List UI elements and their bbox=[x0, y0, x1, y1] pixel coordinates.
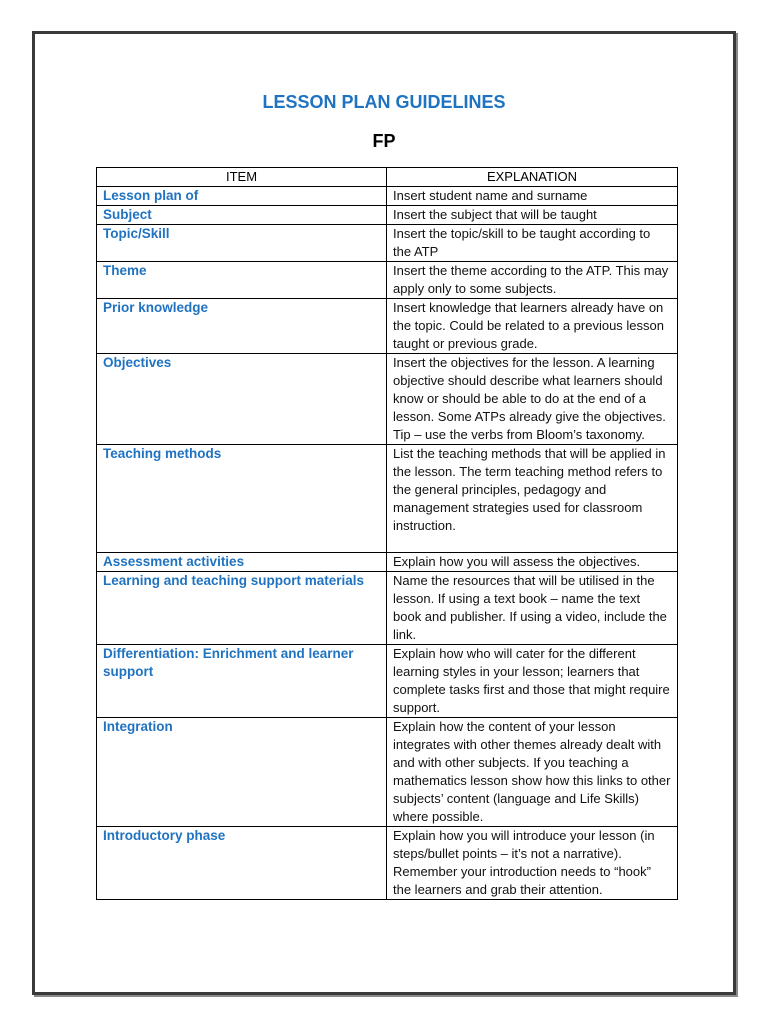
table-row bbox=[97, 645, 678, 718]
row-explanation: Explain how the content of your lesson integrates with other themes already dealt with and with other subjects. If you teaching a mathematics lesson show how this links to other subjects’ content (language and Life Skills) where possible. bbox=[387, 718, 678, 827]
row-explanation: Explain how you will assess the objectives. bbox=[387, 553, 678, 572]
row-explanation: Insert the subject that will be taught bbox=[387, 206, 678, 225]
row-item: Theme bbox=[97, 262, 387, 299]
table-header-row bbox=[97, 168, 678, 187]
row-item: Integration bbox=[97, 718, 387, 827]
row-explanation: Name the resources that will be utilised in the lesson. If using a text book – name the text book and publisher. If using a video, include the link. bbox=[387, 572, 678, 645]
table-row bbox=[97, 187, 678, 206]
table-row bbox=[97, 225, 678, 262]
row-item: Teaching methods bbox=[97, 445, 387, 553]
header-item: ITEM bbox=[97, 168, 387, 187]
table-row bbox=[97, 206, 678, 225]
row-item: Learning and teaching support materials bbox=[97, 572, 387, 645]
document-page bbox=[32, 31, 736, 995]
row-item: Topic/Skill bbox=[97, 225, 387, 262]
row-item: Subject bbox=[97, 206, 387, 225]
table-row bbox=[97, 299, 678, 354]
row-explanation: Insert knowledge that learners already have on the topic. Could be related to a previous lesson taught or previous grade. bbox=[387, 299, 678, 354]
table-row bbox=[97, 718, 678, 827]
row-explanation: Insert student name and surname bbox=[387, 187, 678, 206]
table-row bbox=[97, 827, 678, 900]
header-explanation: EXPLANATION bbox=[387, 168, 678, 187]
row-item: Prior knowledge bbox=[97, 299, 387, 354]
row-explanation: Insert the objectives for the lesson. A learning objective should describe what learners should know or should be able to do at the end of a lesson. Some ATPs already give the objectives. Tip – use the verbs from Bloom’s taxonomy. bbox=[387, 354, 678, 445]
table-row bbox=[97, 354, 678, 445]
page-subtitle: FP bbox=[372, 131, 396, 151]
row-item: Introductory phase bbox=[97, 827, 387, 900]
table-row bbox=[97, 553, 678, 572]
row-item: Lesson plan of bbox=[97, 187, 387, 206]
row-explanation: Insert the theme according to the ATP. This may apply only to some subjects. bbox=[387, 262, 678, 299]
table-row bbox=[97, 572, 678, 645]
row-item: Differentiation: Enrichment and learner support bbox=[97, 645, 387, 718]
row-explanation: Insert the topic/skill to be taught according to the ATP bbox=[387, 225, 678, 262]
table-row bbox=[97, 445, 678, 553]
row-item: Assessment activities bbox=[97, 553, 387, 572]
row-explanation: Explain how you will introduce your lesson (in steps/bullet points – it’s not a narrative). Remember your introduction needs to “hook” the learners and grab their attention. bbox=[387, 827, 678, 900]
page-title: LESSON PLAN GUIDELINES bbox=[262, 92, 506, 112]
row-explanation: Explain how who will cater for the different learning styles in your lesson; learners that complete tasks first and those that might require support. bbox=[387, 645, 678, 718]
table-row bbox=[97, 262, 678, 299]
guidelines-table bbox=[96, 167, 678, 900]
row-explanation: List the teaching methods that will be applied in the lesson. The term teaching method refers to the general principles, pedagogy and management strategies used for classroom instruction. bbox=[387, 445, 678, 553]
row-item: Objectives bbox=[97, 354, 387, 445]
